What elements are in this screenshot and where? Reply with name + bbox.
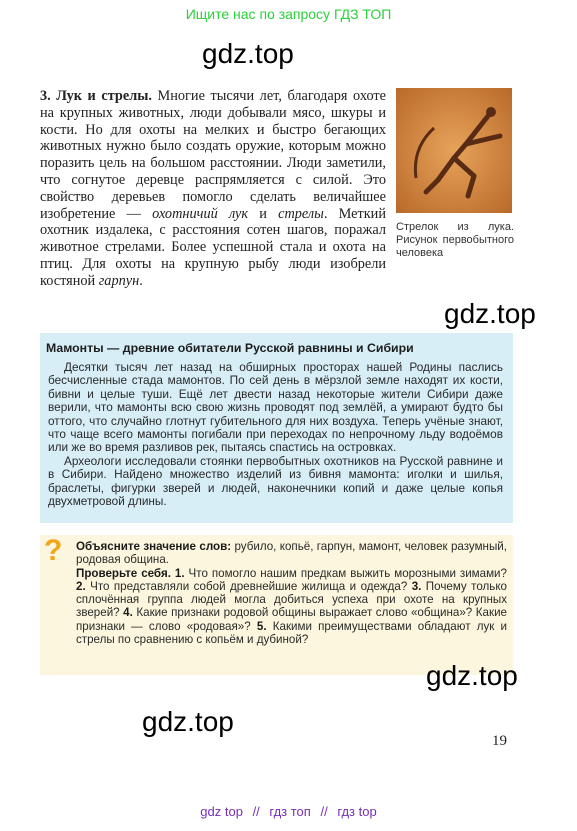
body-text: и [248,205,279,222]
info-box-mammoths [40,333,513,523]
body-text: . [139,272,143,289]
body-text: . Меткий охотник издалека, с расстояния сотен шагов, поражал животное стрелами. Более успешной стала и охота на птиц. Для охоты на крупную рыбу люди изобрели костяной [40,205,386,289]
question: Что помогло нашим предкам выжить морозными зимами? [184,566,507,580]
explain-label: Объясните значение слов: [76,540,232,553]
question-number: 5. [256,619,267,633]
term-arrows: стрелы [278,205,324,222]
cave-painting-archer-image [396,88,512,213]
bottom-links [0,804,577,819]
link-gdz-top-mixed[interactable]: гдз top [337,804,377,819]
link-gdz-top[interactable]: gdz top [200,804,243,819]
separator: // [252,804,260,819]
watermark: gdz.top [444,298,536,329]
term-harpoon: гарпун [98,272,140,289]
questions-text [76,540,507,646]
explain-words: рубило, копьё, гарпун, мамонт, человек разумный, родовая община. [76,540,507,567]
check-label: Проверьте себя. [76,566,171,580]
section-lук-и-стрелы [40,88,514,290]
info-box-text [48,361,503,508]
info-paragraph: Десятки тысяч лет назад на обширных просторах нашей Родины паслись бесчисленные стада мамонтов. По сей день в мёрзлой земле находят их кости, бивни и целые туши. Ещё лет двести назад некоторые жители Сибири даже верили, что мамонты всю свою жизнь проводят под землёй, а умирают будто бы оттого, что случайно глотнут губительного для них воздуха. Теперь учёные знают, что чаще всего мамонты погибали при переходах по непрочному льду водоёмов или же во время разливов рек, пытаясь спастись на островках. [48,360,503,455]
watermark: gdz.top [426,660,518,691]
question-number: 1. [174,566,185,580]
watermark: gdz.top [142,706,234,737]
page-number: 19 [492,733,507,749]
question: Какие признаки родовой общины выражает слово «община»? Какие признаки — слово «родовая»? [76,606,507,633]
question-number: 4. [123,606,133,620]
watermark: gdz.top [202,38,294,69]
info-paragraph: Археологи исследовали стоянки первобытных охотников на Русской равнине и в Сибири. Найдено множество изделий из бивня мамонта: иголки и шилья, браслеты, фигурки зверей и людей, наконечники копий и даже целые копья двухметровой длины. [48,453,503,509]
link-gdz-top-ru[interactable]: гдз топ [269,804,311,819]
term-hunting-bow: охотничий лук [152,205,249,222]
figure [396,88,514,260]
question-mark-icon: ? [44,534,63,567]
top-search-hint[interactable]: Ищите нас по запросу ГДЗ ТОП [185,6,392,22]
separator: // [320,804,328,819]
section-heading: 3. Лук и стрелы. [40,88,152,104]
figure-caption: Стрелок из лука. Рисунок первобытного человека [396,221,514,259]
question-number: 3. [411,579,422,593]
question: Какими преимуществами обладают лук и стрелы по сравнению с копьём и дубиной? [76,619,507,647]
question: Что представляли собой древнейшие жилища и одежда? [85,579,408,593]
question-number: 2. [76,579,86,593]
body-text: Многие тысячи лет, благодаря охоте на крупных животных, люди добывали мясо, шкуры и кости. Но для охоты на мелких и быстро бегающих животных нужно было создать оружие, которым можно поразить цель на большом расстоянии. Люди заметили, что согнутое деревце распрямляется с силой. Это свойство деревьев помогло сделать величайшее изобретение — [40,88,386,222]
question: Почему только сплочённая группа людей могла добиться успеха при охоте на крупных зверей? [76,579,507,620]
info-box-title: Мамонты — древние обитатели Русской равнины и Сибири [46,341,414,355]
